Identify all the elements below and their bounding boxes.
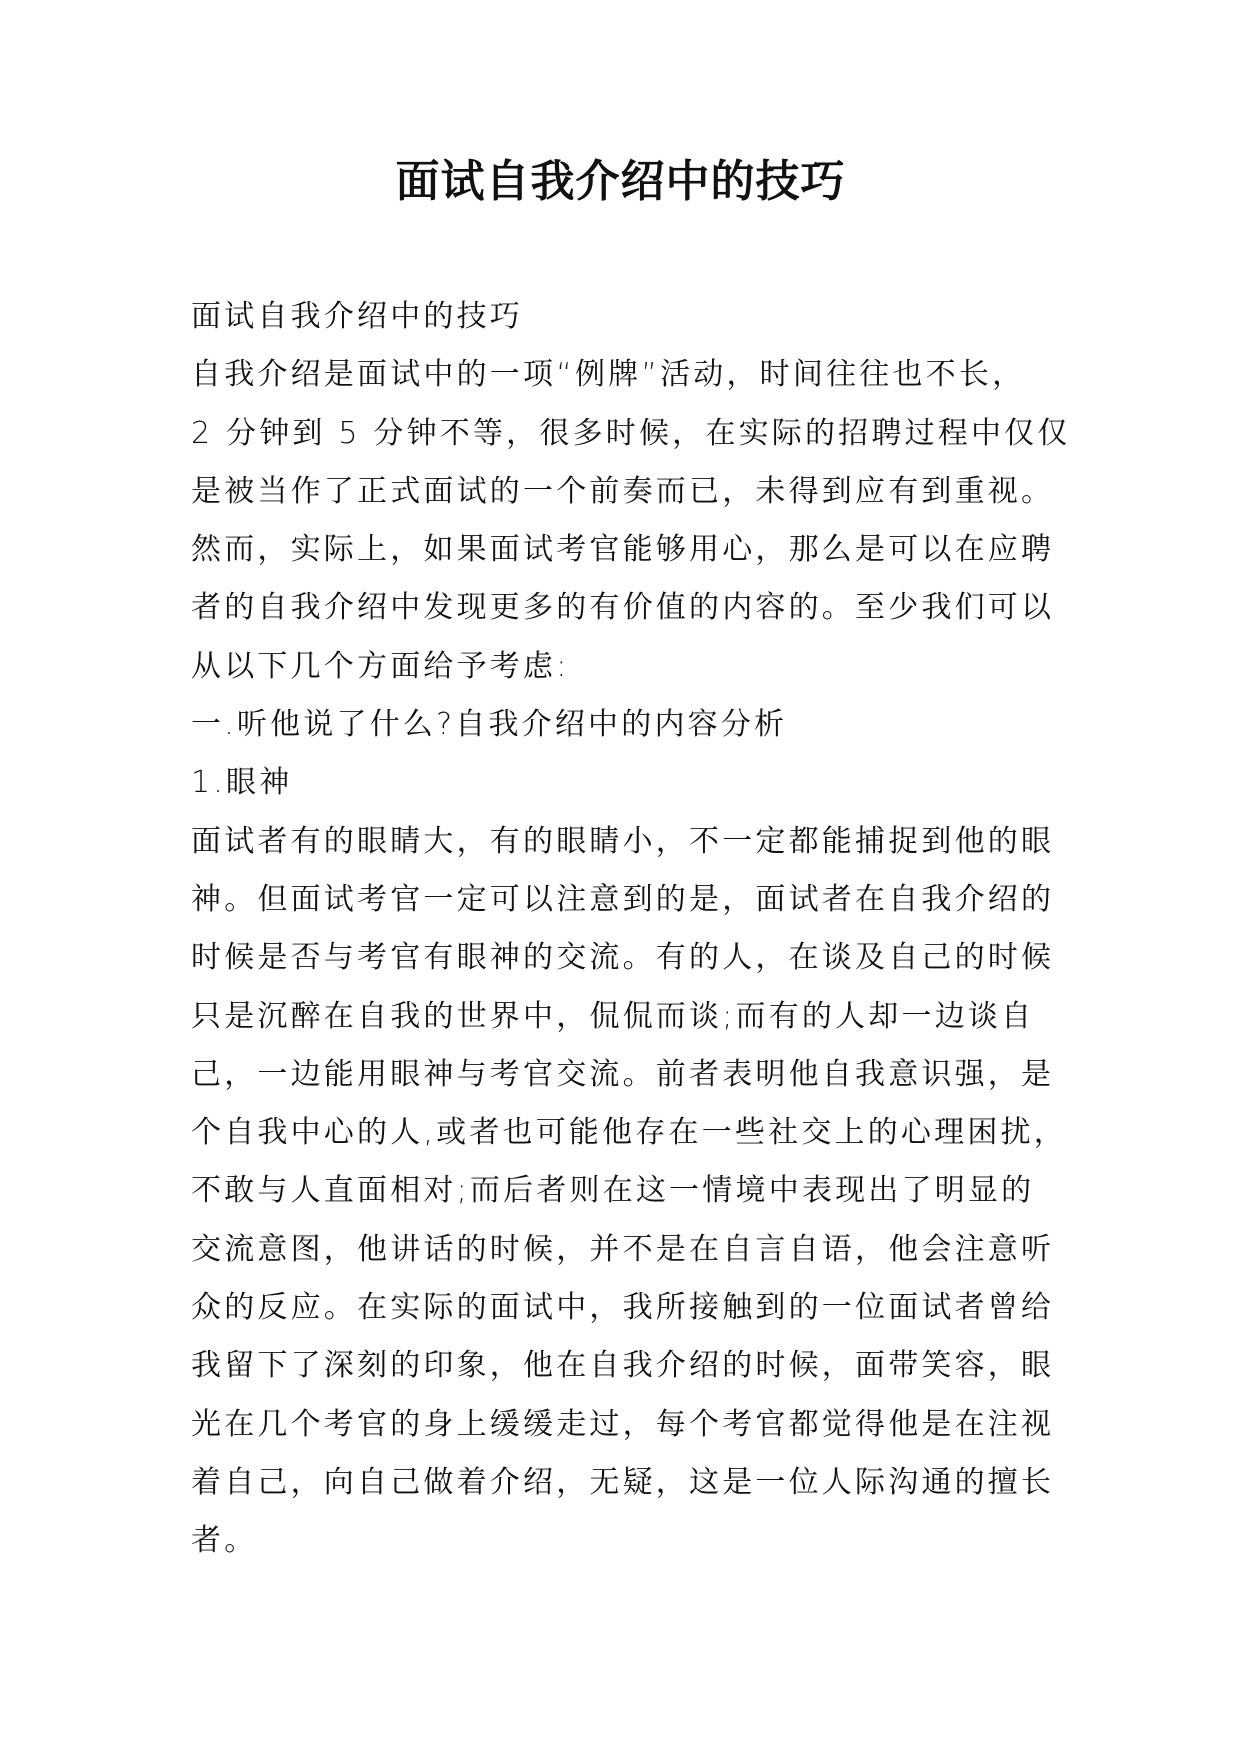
body-line: 时候是否与考官有眼神的交流。有的人，在谈及自己的时候 [191,940,1055,976]
body-line: 从以下几个方面给予考虑: [191,648,570,684]
document-title: 面试自我介绍中的技巧 [395,156,846,207]
body-line: 个自我中心的人,或者也可能他存在一些社交上的心理困扰， [191,1115,1067,1151]
body-line: 神。但面试考官一定可以注意到的是，面试者在自我介绍的 [191,881,1055,917]
subsection-heading: 1.眼神 [191,765,293,801]
body-line: 是被当作了正式面试的一个前奏而已，未得到应有到重视。 [191,473,1055,509]
body-line: 交流意图，他讲话的时候，并不是在自言自语，他会注意听 [191,1231,1055,1267]
body-line: 只是沉醉在自我的世界中，侃侃而谈;而有的人却一边谈自 [191,998,1035,1034]
body-line: 者的自我介绍中发现更多的有价值的内容的。至少我们可以 [191,590,1055,626]
document-body [191,288,1091,1571]
body-line: 着自己，向自己做着介绍，无疑，这是一位人际沟通的擅长 [191,1464,1055,1500]
body-line: 面试者有的眼睛大，有的眼睛小，不一定都能捕捉到他的眼 [191,823,1055,859]
body-line: 光在几个考官的身上缓缓走过，每个考官都觉得他是在注视 [191,1406,1055,1442]
body-line: 我留下了深刻的印象，他在自我介绍的时候，面带笑容，眼 [191,1348,1055,1384]
body-line: 2 分钟到 5 分钟不等，很多时候，在实际的招聘过程中仅仅 [191,415,1071,451]
body-line-subtitle: 面试自我介绍中的技巧 [191,299,523,334]
section-heading: 一.听他说了什么?自我介绍中的内容分析 [191,707,788,743]
body-line: 众的反应。在实际的面试中，我所接触到的一位面试者曾给 [191,1290,1055,1326]
body-line: 自我介绍是面试中的一项“例牌”活动，时间往往也不长， [191,357,1026,393]
body-line: 然而，实际上，如果面试考官能够用心，那么是可以在应聘 [191,532,1055,568]
body-line: 己，一边能用眼神与考官交流。前者表明他自我意识强，是 [191,1056,1055,1092]
body-line: 不敢与人直面相对;而后者则在这一情境中表现出了明显的 [191,1173,1035,1209]
body-line: 者。 [191,1523,258,1559]
